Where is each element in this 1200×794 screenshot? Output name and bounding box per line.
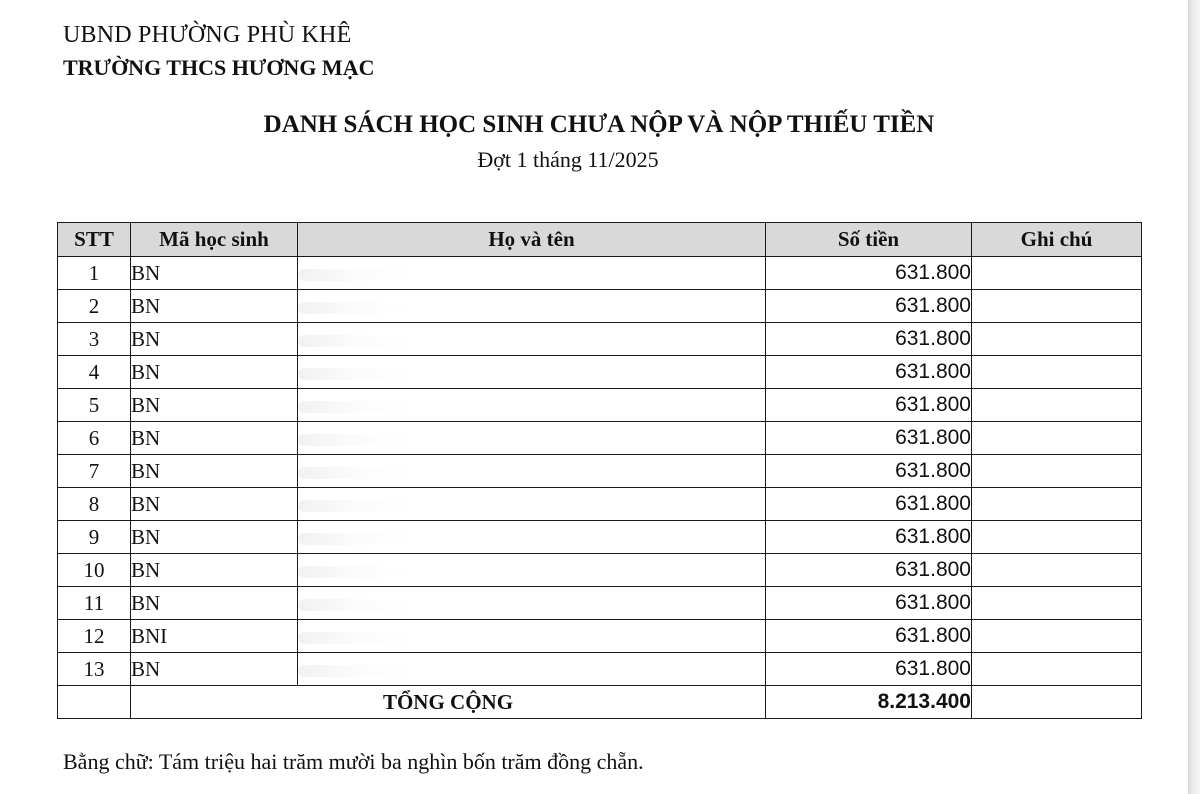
table-row: [58, 422, 1142, 455]
cell-note: [972, 521, 1142, 554]
cell-amount: 631.800: [766, 356, 972, 389]
column-header-note: Ghi chú: [972, 223, 1142, 257]
table-row: [58, 389, 1142, 422]
cell-full-name: [298, 587, 766, 620]
cell-note: [972, 389, 1142, 422]
cell-stt: 2: [58, 290, 131, 323]
cell-stt: 3: [58, 323, 131, 356]
column-header-amount: Số tiền: [766, 223, 972, 257]
table-row: [58, 488, 1142, 521]
cell-full-name: [298, 356, 766, 389]
table-row: [58, 521, 1142, 554]
document-title: DANH SÁCH HỌC SINH CHƯA NỘP VÀ NỘP THIẾU TIỀN: [263, 111, 935, 138]
cell-amount: 631.800: [766, 653, 972, 686]
org-name: UBND PHƯỜNG PHÙ KHÊ: [63, 22, 352, 48]
cell-student-code: BN: [131, 554, 298, 587]
cell-full-name: [298, 290, 766, 323]
cell-note: [972, 554, 1142, 587]
column-header-full-name: Họ và tên: [298, 223, 766, 257]
redacted-name-mark: [298, 434, 418, 446]
table-row: [58, 653, 1142, 686]
cell-student-code: BN: [131, 356, 298, 389]
cell-amount: 631.800: [766, 620, 972, 653]
redacted-name-mark: [298, 269, 418, 281]
document-subtitle: Đợt 1 tháng 11/2025: [477, 147, 659, 172]
cell-note: [972, 653, 1142, 686]
redacted-name-mark: [298, 665, 418, 677]
cell-full-name: [298, 389, 766, 422]
cell-stt: 13: [58, 653, 131, 686]
redacted-name-mark: [298, 566, 418, 578]
cell-amount: 631.800: [766, 323, 972, 356]
column-header-student-code: Mã học sinh: [131, 223, 298, 257]
cell-full-name: [298, 653, 766, 686]
cell-full-name: [298, 455, 766, 488]
cell-stt: 10: [58, 554, 131, 587]
table-row: [58, 290, 1142, 323]
column-header-stt: STT: [58, 223, 131, 257]
cell-amount: 631.800: [766, 455, 972, 488]
table-header-row: [58, 223, 1142, 257]
cell-student-code: BN: [131, 323, 298, 356]
cell-full-name: [298, 620, 766, 653]
cell-amount: 631.800: [766, 488, 972, 521]
cell-full-name: [298, 257, 766, 290]
school-name: TRƯỜNG THCS HƯƠNG MẠC: [63, 55, 375, 80]
cell-note: [972, 587, 1142, 620]
cell-student-code: BN: [131, 290, 298, 323]
cell-student-code: BN: [131, 422, 298, 455]
cell-full-name: [298, 521, 766, 554]
cell-full-name: [298, 422, 766, 455]
cell-note: [972, 455, 1142, 488]
table-body: [58, 257, 1142, 686]
redacted-name-mark: [298, 335, 418, 347]
cell-amount: 631.800: [766, 587, 972, 620]
total-label: TỔNG CỘNG: [131, 686, 766, 719]
cell-stt: 1: [58, 257, 131, 290]
amount-in-words: Bằng chữ: Tám triệu hai trăm mười ba nghìn bốn trăm đồng chẵn.: [63, 749, 644, 774]
cell-student-code: BN: [131, 257, 298, 290]
cell-note: [972, 356, 1142, 389]
redacted-name-mark: [298, 500, 418, 512]
table-row: [58, 455, 1142, 488]
cell-student-code: BN: [131, 488, 298, 521]
page-edge: [1188, 0, 1200, 794]
table-row: [58, 554, 1142, 587]
cell-note: [972, 620, 1142, 653]
total-row: [58, 686, 1142, 719]
table-row: [58, 620, 1142, 653]
cell-amount: 631.800: [766, 389, 972, 422]
cell-note: [972, 257, 1142, 290]
cell-note: [972, 488, 1142, 521]
total-row-empty-cell: [58, 686, 131, 719]
cell-stt: 4: [58, 356, 131, 389]
cell-student-code: BN: [131, 455, 298, 488]
cell-stt: 12: [58, 620, 131, 653]
table-row: [58, 356, 1142, 389]
cell-student-code: BN: [131, 389, 298, 422]
cell-amount: 631.800: [766, 422, 972, 455]
cell-amount: 631.800: [766, 290, 972, 323]
cell-note: [972, 323, 1142, 356]
cell-student-code: BNI: [131, 620, 298, 653]
table-row: [58, 323, 1142, 356]
cell-stt: 8: [58, 488, 131, 521]
table-row: [58, 587, 1142, 620]
cell-stt: 11: [58, 587, 131, 620]
total-note-cell: [972, 686, 1142, 719]
cell-amount: 631.800: [766, 257, 972, 290]
cell-student-code: BN: [131, 653, 298, 686]
cell-amount: 631.800: [766, 521, 972, 554]
total-amount: 8.213.400: [766, 686, 972, 719]
student-table: [57, 222, 1142, 719]
redacted-name-mark: [298, 368, 418, 380]
table-row: [58, 257, 1142, 290]
cell-stt: 6: [58, 422, 131, 455]
redacted-name-mark: [298, 401, 418, 413]
cell-stt: 9: [58, 521, 131, 554]
cell-full-name: [298, 554, 766, 587]
redacted-name-mark: [298, 599, 418, 611]
cell-student-code: BN: [131, 587, 298, 620]
cell-stt: 5: [58, 389, 131, 422]
cell-note: [972, 290, 1142, 323]
cell-full-name: [298, 488, 766, 521]
redacted-name-mark: [298, 302, 418, 314]
cell-student-code: BN: [131, 521, 298, 554]
redacted-name-mark: [298, 467, 418, 479]
redacted-name-mark: [298, 533, 418, 545]
cell-stt: 7: [58, 455, 131, 488]
cell-note: [972, 422, 1142, 455]
cell-full-name: [298, 323, 766, 356]
cell-amount: 631.800: [766, 554, 972, 587]
redacted-name-mark: [298, 632, 418, 644]
